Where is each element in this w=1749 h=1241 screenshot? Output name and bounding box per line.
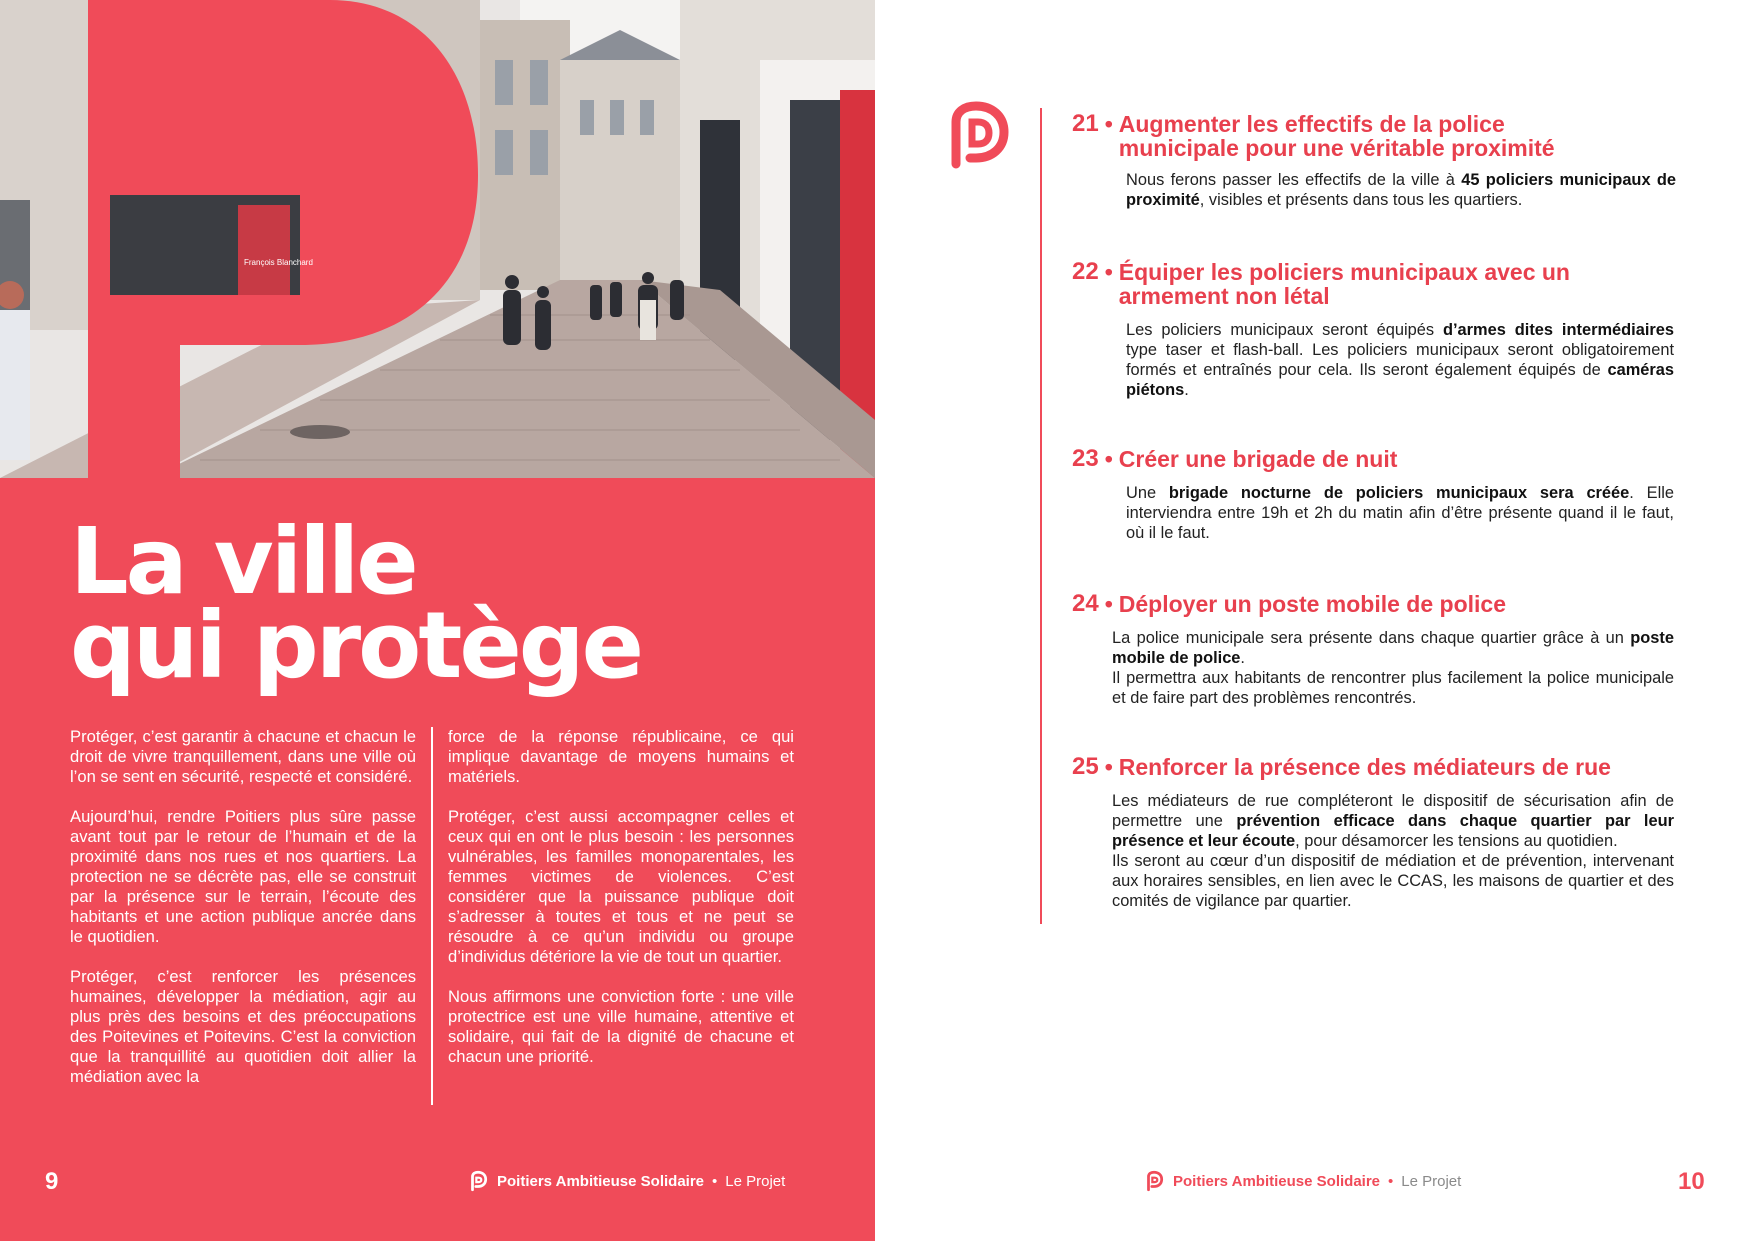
vertical-rule: [1040, 108, 1042, 924]
footer-subtitle: Le Projet: [725, 1172, 786, 1190]
body-text: , pour désamorcer les tensions au quotidien.: [1295, 832, 1618, 850]
body-text: . Elle interviendra entre 19h et 2h du matin afin d’être présente quand il le faut, où il le faut.: [1126, 484, 1674, 542]
body-text: Les médiateurs de rue compléteront le dispositif de sécurisation afin de permettre une: [1112, 792, 1674, 830]
page-number-right: 10: [1678, 1168, 1705, 1195]
intro-column-1: [70, 727, 416, 1107]
body-text: Les policiers municipaux seront équipés: [1126, 321, 1443, 339]
body-text: Il permettra aux habitants de rencontrer plus facilement la police municipale et de faire part des problèmes rencontrés.: [1112, 669, 1674, 707]
body-bold: prévention efficace dans chaque quartier par leur présence et leur écoute: [1112, 812, 1674, 850]
proposal-23: [1072, 447, 1672, 543]
title-line-2: qui protège: [70, 592, 641, 699]
paragraph: Nous affirmons une conviction forte : une ville protectrice est une ville humaine, attentive et solidaire, qui fait de la dignité de chacune et chacun une priorité.: [448, 987, 794, 1066]
footer-right: [1143, 1170, 1461, 1192]
body-text: La police municipale sera présente dans chaque quartier grâce à un: [1112, 629, 1631, 647]
proposal-body: [1126, 483, 1674, 543]
title-line-1: La ville: [70, 508, 416, 615]
body-bold: caméras piétons: [1126, 361, 1674, 399]
paragraph: Protéger, c’est garantir à chacune et chacun le droit de vivre tranquillement, dans une ville où l’on se sent en sécurité, respecté et considéré.: [70, 727, 416, 786]
proposal-24: [1072, 592, 1672, 708]
proposal-heading: [1072, 447, 1672, 471]
body-text: Nous ferons passer les effectifs de la ville à: [1126, 171, 1462, 189]
body-text: , visibles et présents dans tous les quartiers.: [1199, 191, 1523, 209]
proposal-body: [1126, 320, 1674, 400]
p-logo-icon: [1143, 1170, 1165, 1192]
footer-separator: •: [1388, 1172, 1394, 1190]
proposal-heading: [1072, 112, 1672, 160]
proposal-heading: [1072, 592, 1672, 616]
body-text: Une: [1126, 484, 1169, 502]
p-logo-icon: [942, 100, 1012, 170]
page-title: [70, 508, 641, 699]
bullet: •: [1104, 111, 1113, 137]
street-photo-illustration: [0, 0, 875, 478]
proposal-number: 21: [1072, 110, 1099, 137]
proposal-number: 25: [1072, 753, 1099, 780]
bullet: •: [1104, 259, 1113, 285]
paragraph: Protéger, c’est aussi accompagner celles et ceux qui en ont le plus besoin : les personnes vulnérables, les familles monoparentales, les femmes victimes de violences. C’est considérer que la puissance publique doit s’adresser à toutes et tous et ne peut se résoudre à ce qu’un individu ou groupe d’individus détériore la vie de tout un quartier.: [448, 807, 794, 966]
footer-separator: •: [712, 1172, 718, 1190]
proposal-22: [1072, 260, 1672, 400]
column-divider: [431, 727, 433, 1105]
paragraph: force de la réponse républicaine, ce qui implique davantage de moyens humains et matériels.: [448, 727, 794, 786]
footer-brand: Poitiers Ambitieuse Solidaire: [497, 1172, 705, 1190]
body-bold: d’armes dites intermédiaires: [1442, 321, 1674, 339]
body-text: Ils seront au cœur d’un dispositif de médiation et de prévention, intervenant aux horaires sensibles, en lien avec le CCAS, les maisons de quartier et des comités de vigilance par quartier.: [1112, 852, 1674, 910]
proposal-title: Créer une brigade de nuit: [1118, 446, 1398, 472]
proposal-title: Renforcer la présence des médiateurs de rue: [1118, 754, 1611, 780]
proposal-heading: [1072, 755, 1672, 779]
body-text: .: [1240, 649, 1245, 667]
intro-text: [70, 727, 793, 1107]
proposal-number: 23: [1072, 445, 1099, 472]
body-text: type taser et flash-ball. Les policiers municipaux seront obligatoirement formés et entraînés pour cela. Ils seront également équipés de: [1126, 341, 1674, 379]
footer-brand: Poitiers Ambitieuse Solidaire: [1173, 1172, 1381, 1190]
proposal-21: [1072, 110, 1676, 210]
bullet: •: [1104, 754, 1113, 780]
page-number-left: 9: [45, 1168, 59, 1195]
proposal-title: Déployer un poste mobile de police: [1118, 591, 1507, 617]
bullet: •: [1104, 446, 1113, 472]
body-text: .: [1184, 381, 1189, 399]
body-bold: poste mobile de police: [1112, 629, 1674, 667]
proposal-body: [1126, 170, 1676, 210]
paragraph: Aujourd’hui, rendre Poitiers plus sûre passe avant tout par le retour de l’humain et de la proximité dans nos rues et nos quartiers. La protection ne se décrète pas, elle se construit par la présence sur le terrain, l’écoute des habitants et une action publique ancrée dans le quotidien.: [70, 807, 416, 946]
proposal-25: [1072, 755, 1672, 911]
proposal-body: [1112, 791, 1674, 911]
proposal-title: Augmenter les effectifs de la police municipale pour une véritable proximité: [1118, 111, 1555, 161]
p-logo-icon: [467, 1170, 489, 1192]
bullet: •: [1104, 591, 1113, 617]
proposal-number: 24: [1072, 590, 1099, 617]
paragraph: Protéger, c’est renforcer les présences humaines, développer la médiation, agir au plus près des besoins et des préoccupations des Poitevines et Poitevins. C’est la conviction que la tranquillité au quotidien doit allier la médiation avec la: [70, 967, 416, 1086]
body-bold: 45 policiers municipaux de proximité: [1126, 171, 1676, 209]
proposal-body: [1112, 628, 1674, 708]
footer-subtitle: Le Projet: [1401, 1172, 1462, 1190]
proposal-title: Équiper les policiers municipaux avec un armement non létal: [1118, 259, 1570, 309]
body-bold: brigade nocturne de policiers municipaux sera créée: [1168, 484, 1630, 502]
shop-sign-text: François Blanchard: [244, 258, 313, 267]
street-photo: [0, 0, 875, 478]
proposal-number: 22: [1072, 258, 1099, 285]
proposal-heading: [1072, 260, 1672, 308]
footer-left: [467, 1170, 785, 1192]
intro-column-2: [448, 727, 794, 1087]
